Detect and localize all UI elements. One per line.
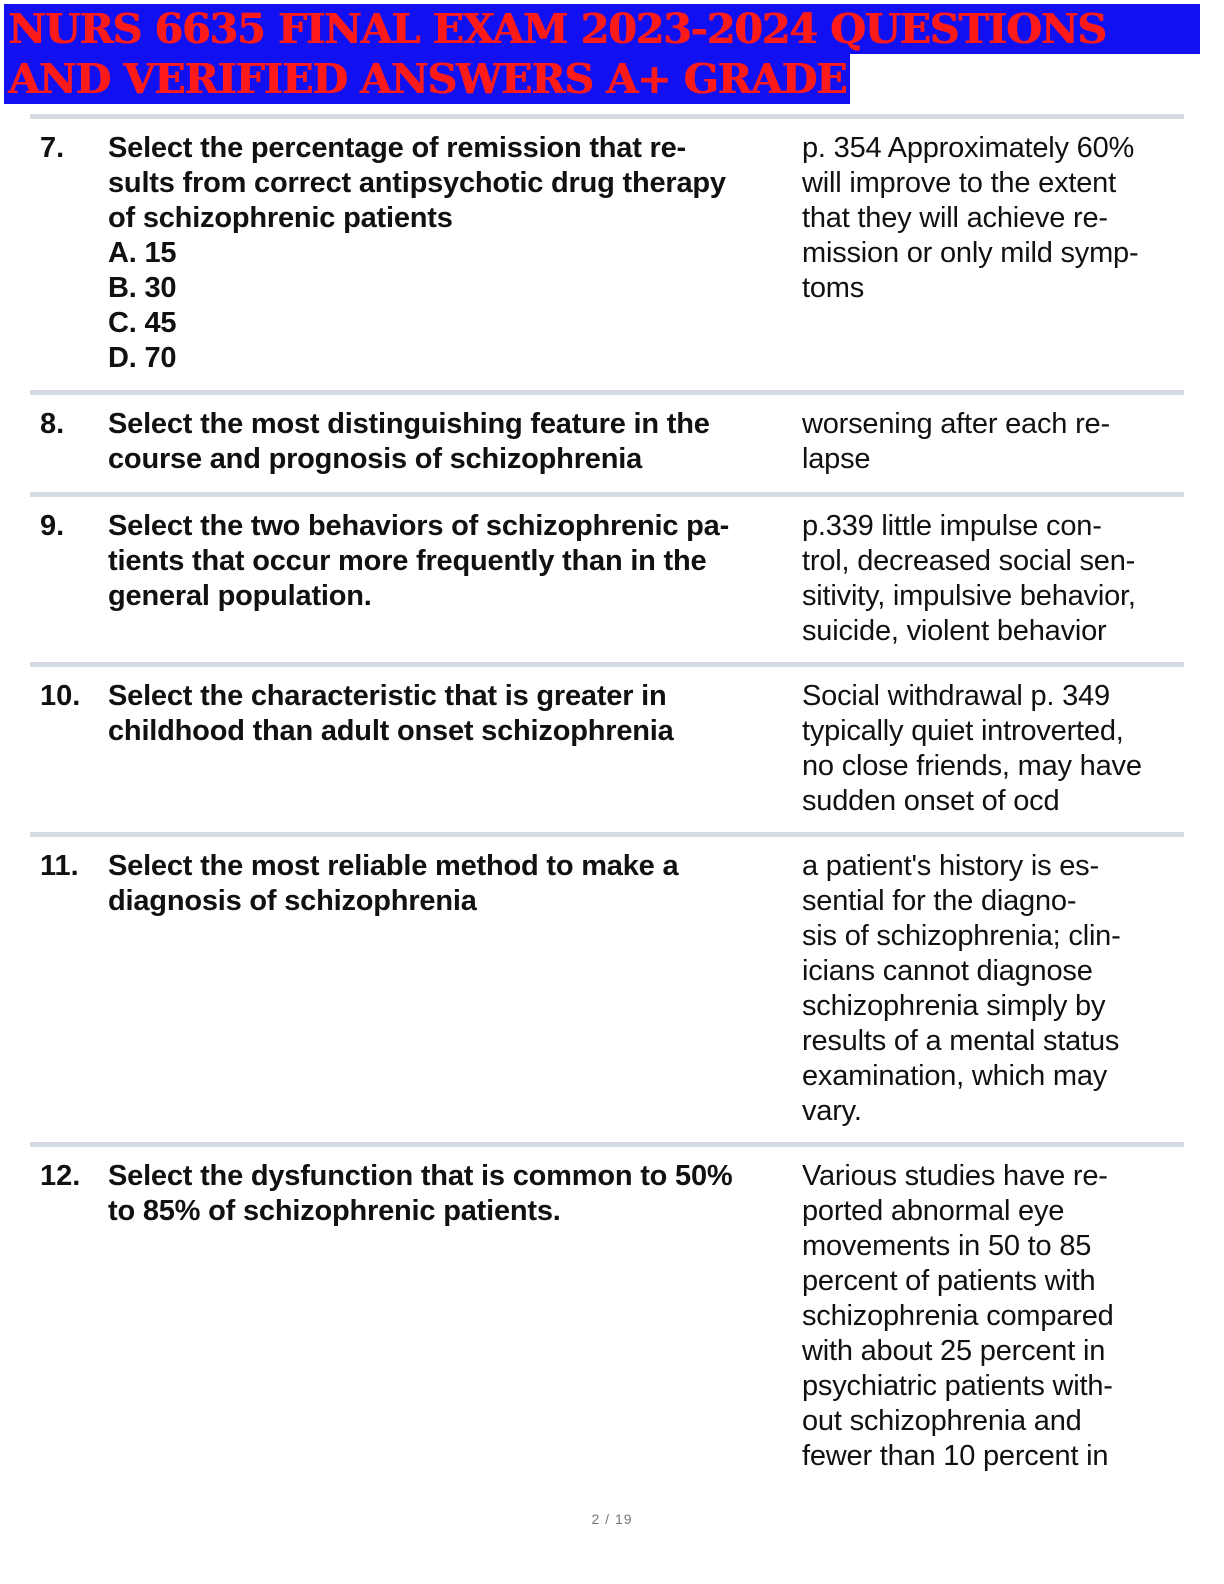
answer-option: C. 45 xyxy=(108,307,177,339)
answer-line: mission or only mild symp- xyxy=(802,237,1139,269)
answer-line: toms xyxy=(802,272,865,304)
question-number: 11. xyxy=(40,850,79,882)
answer-line: examination, which may xyxy=(802,1060,1108,1092)
question-answer-list xyxy=(30,114,1184,1502)
question-line: sults from correct antipsychotic drug therapy xyxy=(108,167,726,199)
question-line: Select the percentage of remission that re- xyxy=(108,132,687,164)
answer-line: schizophrenia simply by xyxy=(802,990,1106,1022)
answer-line: results of a mental status xyxy=(802,1025,1120,1057)
answer-line: fewer than 10 percent in xyxy=(802,1440,1109,1472)
question-line: tients that occur more frequently than in the xyxy=(108,545,707,577)
qa-row xyxy=(30,114,1184,390)
answer-line: suicide, violent behavior xyxy=(802,615,1107,647)
page-number: 2 / 19 xyxy=(591,1511,633,1527)
answer-line: out schizophrenia and xyxy=(802,1405,1082,1437)
question-number: 7. xyxy=(40,132,65,164)
question-line: of schizophrenic patients xyxy=(108,202,453,234)
answer-line: sential for the diagno- xyxy=(802,885,1077,917)
question-line: Select the most distinguishing feature in the xyxy=(108,408,710,440)
question-number: 12. xyxy=(40,1160,81,1192)
question-text xyxy=(108,679,800,832)
question-text xyxy=(108,849,800,1142)
answer-line: ported abnormal eye xyxy=(802,1195,1065,1227)
document-title-line-1: NURS 6635 FINAL EXAM 2023-2024 QUESTIONS xyxy=(4,4,1200,54)
question-number: 9. xyxy=(40,510,65,542)
answer-line: lapse xyxy=(802,443,871,475)
document-title-line-2: AND VERIFIED ANSWERS A+ GRADE xyxy=(4,54,850,104)
answer-line: schizophrenia compared xyxy=(802,1300,1114,1332)
question-line: course and prognosis of schizophrenia xyxy=(108,443,643,475)
answer-line: icians cannot diagnose xyxy=(802,955,1093,987)
answer-line: worsening after each re- xyxy=(802,408,1110,440)
answer-text xyxy=(800,679,1182,832)
question-line: Select the most reliable method to make a xyxy=(108,850,679,882)
answer-text xyxy=(800,131,1182,390)
answer-line: psychiatric patients with- xyxy=(802,1370,1113,1402)
answer-line: movements in 50 to 85 xyxy=(802,1230,1092,1262)
answer-line: a patient's history is es- xyxy=(802,850,1099,882)
question-number: 8. xyxy=(40,408,65,440)
qa-row xyxy=(30,492,1184,662)
question-line: childhood than adult onset schizophrenia xyxy=(108,715,674,747)
answer-line: typically quiet introverted, xyxy=(802,715,1124,747)
answer-line: that they will achieve re- xyxy=(802,202,1108,234)
qa-row xyxy=(30,832,1184,1142)
question-text xyxy=(108,509,800,662)
answer-line: percent of patients with xyxy=(802,1265,1096,1297)
answer-text xyxy=(800,849,1182,1142)
answer-option: A. 15 xyxy=(108,237,177,269)
answer-line: p.339 little impulse con- xyxy=(802,510,1102,542)
answer-line: vary. xyxy=(802,1095,862,1127)
answer-option: B. 30 xyxy=(108,272,177,304)
question-text xyxy=(108,131,800,390)
question-line: to 85% of schizophrenic patients. xyxy=(108,1195,561,1227)
question-line: diagnosis of schizophrenia xyxy=(108,885,477,917)
answer-line: p. 354 Approximately 60% xyxy=(802,132,1135,164)
question-line: Select the dysfunction that is common to 50% xyxy=(108,1160,733,1192)
answer-line: with about 25 percent in xyxy=(802,1335,1106,1367)
answer-line: trol, decreased social sen- xyxy=(802,545,1136,577)
answer-line: Social withdrawal p. 349 xyxy=(802,680,1110,712)
answer-line: sudden onset of ocd xyxy=(802,785,1060,817)
answer-line: sis of schizophrenia; clin- xyxy=(802,920,1121,952)
qa-row xyxy=(30,390,1184,492)
answer-options xyxy=(108,236,800,376)
answer-line: sitivity, impulsive behavior, xyxy=(802,580,1136,612)
question-line: Select the characteristic that is greater in xyxy=(108,680,667,712)
qa-row xyxy=(30,1142,1184,1502)
answer-text xyxy=(800,407,1182,492)
qa-row xyxy=(30,662,1184,832)
question-line: Select the two behaviors of schizophrenic pa- xyxy=(108,510,730,542)
answer-option: D. 70 xyxy=(108,342,177,374)
answer-line: Various studies have re- xyxy=(802,1160,1108,1192)
answer-text xyxy=(800,1159,1182,1502)
question-line: general population. xyxy=(108,580,372,612)
question-number: 10. xyxy=(40,680,81,712)
question-text xyxy=(108,407,800,492)
question-text xyxy=(108,1159,800,1502)
document-title-banner xyxy=(4,4,1200,104)
answer-line: no close friends, may have xyxy=(802,750,1142,782)
answer-text xyxy=(800,509,1182,662)
answer-line: will improve to the extent xyxy=(802,167,1116,199)
